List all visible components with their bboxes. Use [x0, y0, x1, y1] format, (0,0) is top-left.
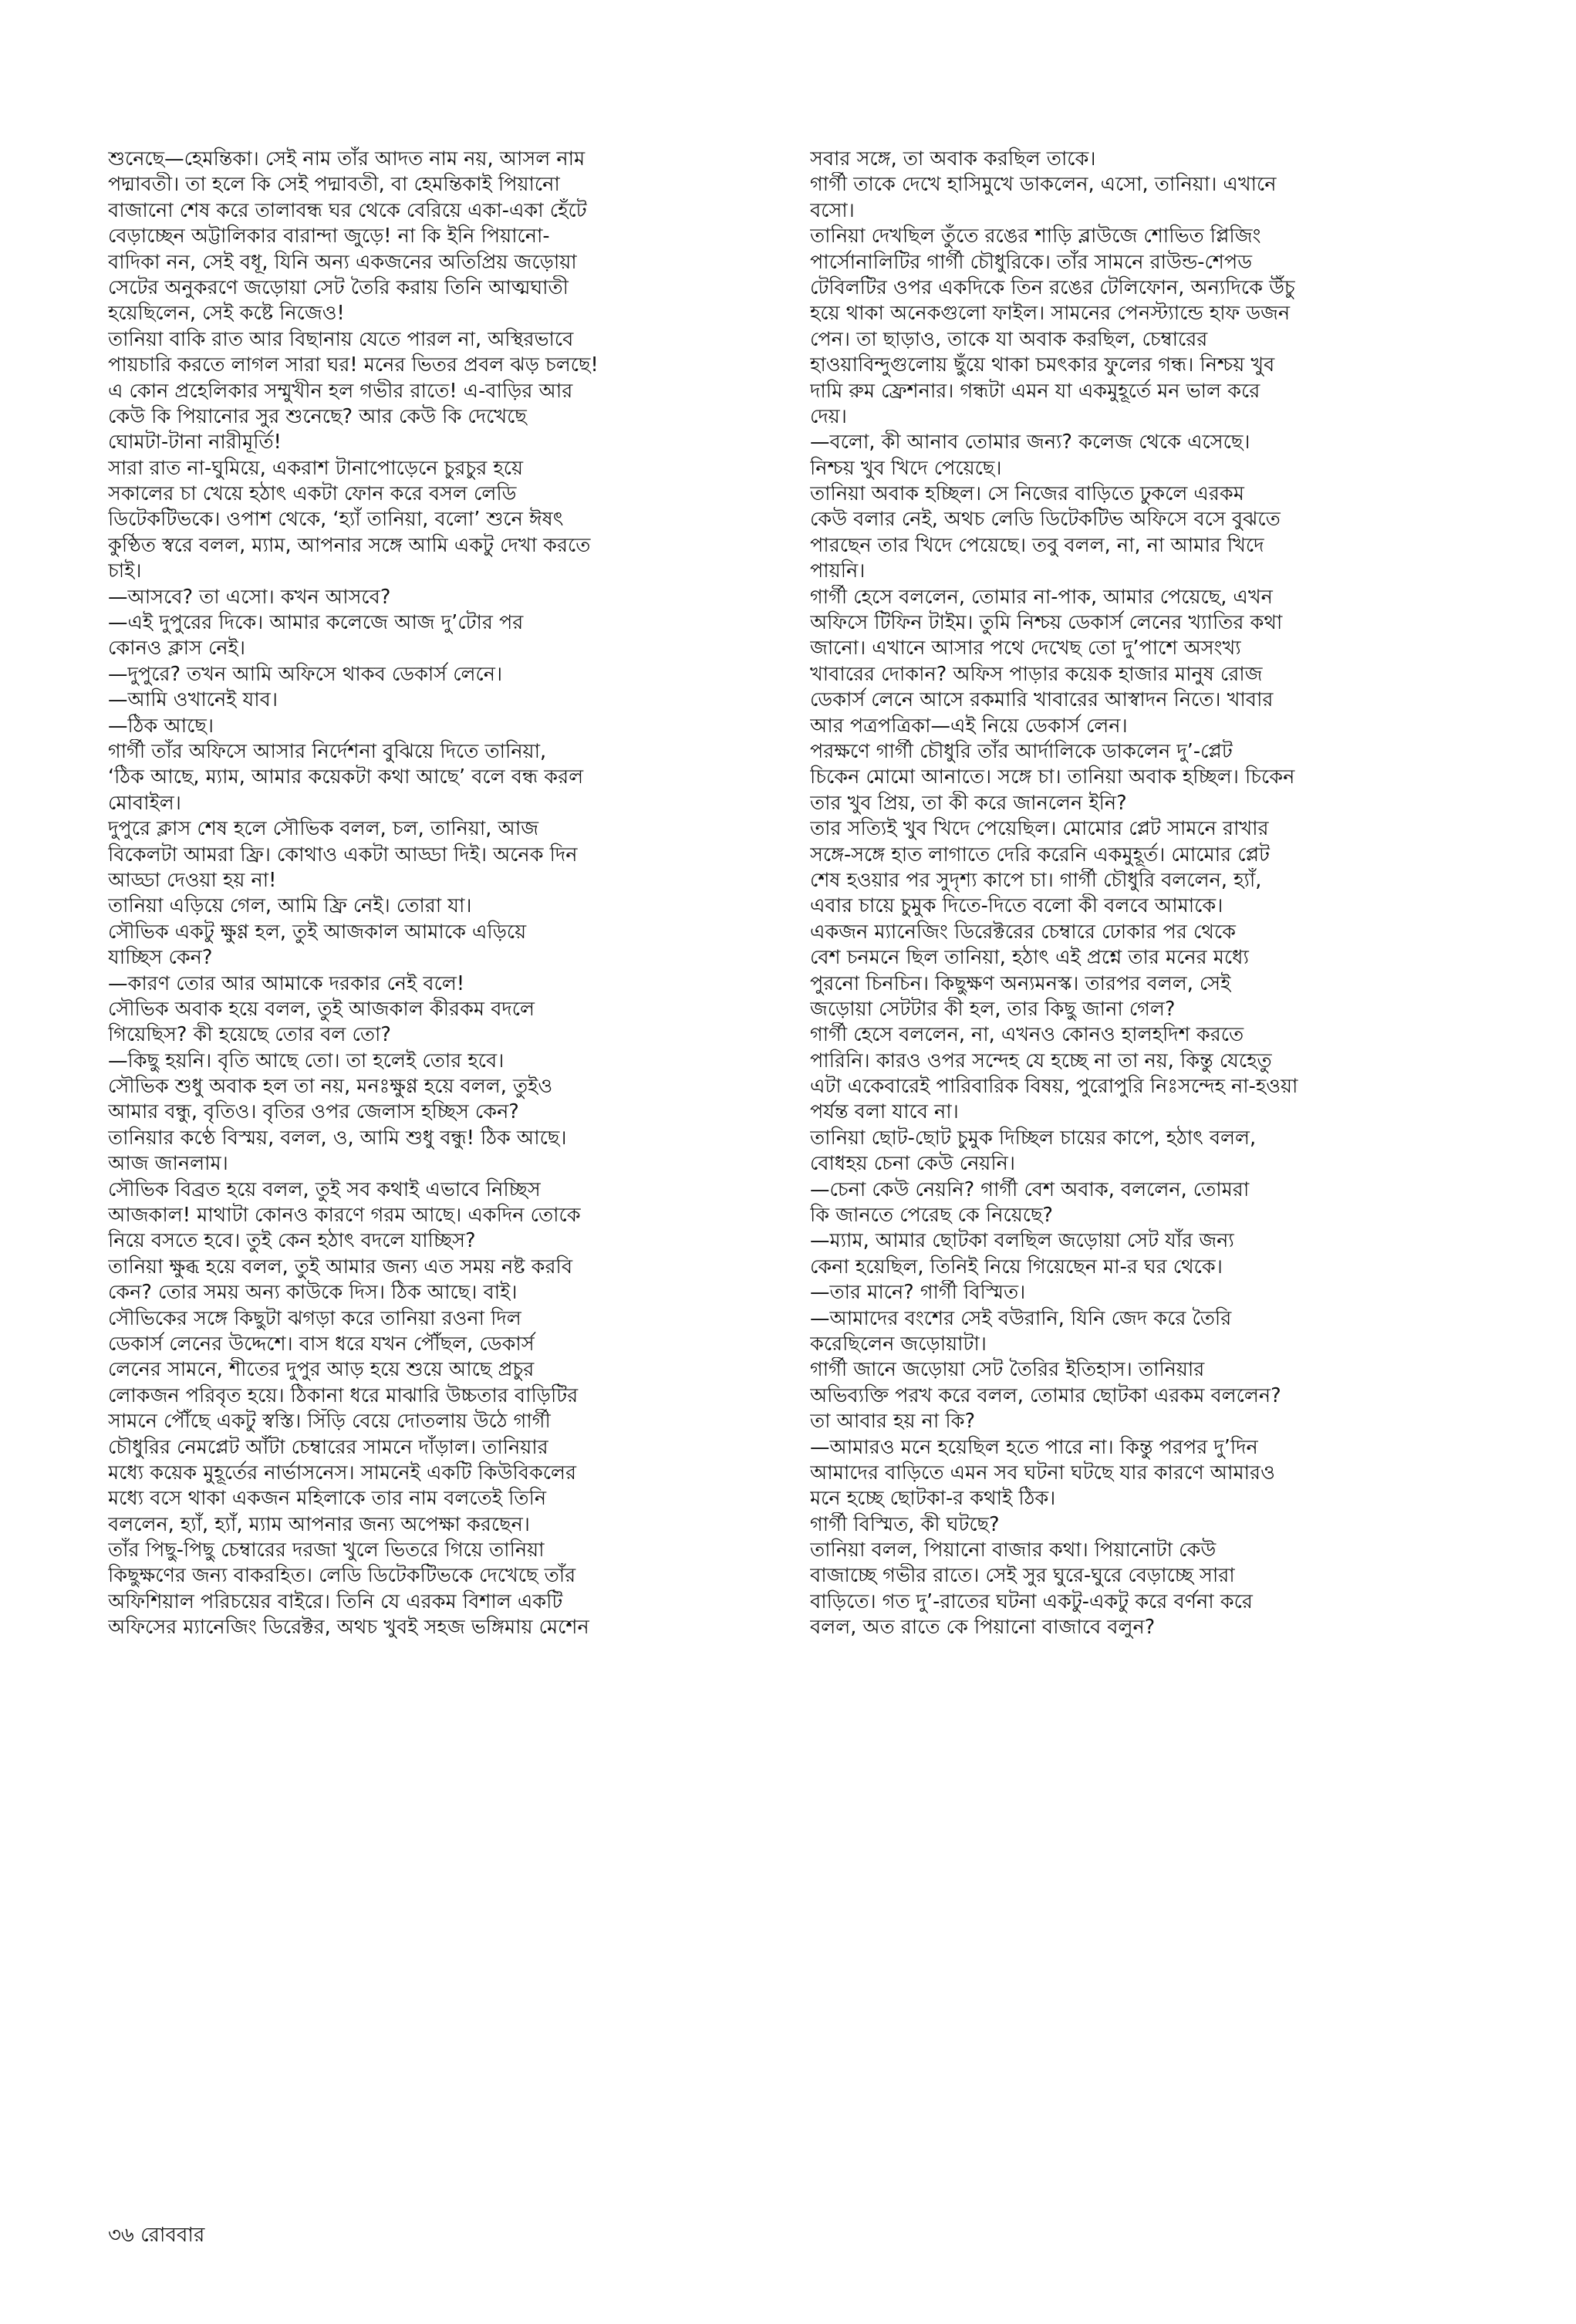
text-line: গিয়েছিস? কী হয়েছে তোর বল তো? [108, 1023, 391, 1047]
text-line: টেবিলটির ওপর একদিকে তিন রঙের টেলিফোন, অন্যদিকে উঁচু [810, 275, 1295, 299]
text-line: তাঁর পিছু-পিছু চেম্বারের দরজা খুলে ভিতরে গিয়ে তানিয়া [108, 1539, 545, 1562]
text-line: শেষ হওয়ার পর সুদৃশ্য কাপে চা। গার্গী চৌধুরি বললেন, হ্যাঁ, [810, 868, 1262, 892]
text-line: —কারণ তোর আর আমাকে দরকার নেই বলে! [108, 971, 465, 995]
text-line: মধ্যে কয়েক মুহূর্তের নার্ভাসনেস। সামনেই একটি কিউবিকলের [108, 1461, 577, 1485]
text-line: লেনের সামনে, শীতের দুপুর আড় হয়ে শুয়ে আছে প্রচুর [108, 1358, 535, 1382]
text-line: সঙ্গে-সঙ্গে হাত লাগাতে দেরি করেনি একমুহূর্ত। মোমোর প্লেট [810, 843, 1270, 866]
text-line: সৌভিক অবাক হয়ে বলল, তুই আজকাল কীরকম বদলে [108, 997, 535, 1021]
text-line: বোধহয় চেনা কেউ নেয়নি। [810, 1152, 1015, 1176]
text-line: —ম্যাম, আমার ছোটকা বলছিল জড়োয়া সেট যাঁর জন্য [810, 1229, 1234, 1253]
text-line: অফিশিয়াল পরিচয়ের বাইরে। তিনি যে এরকম বিশাল একটি [108, 1589, 563, 1613]
text-line: ঘোমটা-টানা নারীমূর্তি! [108, 431, 282, 454]
text-line: তা আবার হয় না কি? [810, 1410, 976, 1434]
text-line: কেনা হয়েছিল, তিনিই নিয়ে গিয়েছেন মা-র ঘর থেকে। [810, 1255, 1223, 1279]
text-line: জড়োয়া সেটটার কী হল, তার কিছু জানা গেল? [810, 997, 1176, 1021]
text-line: গার্গী জানে জড়োয়া সেট তৈরির ইতিহাস। তানিয়ার [810, 1358, 1205, 1382]
text-line: অফিসে টিফিন টাইম। তুমি নিশ্চয় ডেকার্স লেনের খ্যাতির কথা [810, 611, 1283, 635]
text-line: ডেকার্স লেনে আসে রকমারি খাবারের আস্বাদন নিতে। খাবার [810, 688, 1274, 712]
text-line: বেশ চনমনে ছিল তানিয়া, হঠাৎ এই প্রশ্নে তার মনের মধ্যে [810, 946, 1249, 970]
text-line: চৌধুরির নেমপ্লেট আঁটা চেম্বারের সামনে দাঁড়াল। তানিয়ার [108, 1435, 548, 1459]
left-text-column [108, 147, 802, 1641]
text-line: গার্গী হেসে বললেন, না, এখনও কোনও হালহদিশ করতে [810, 1023, 1244, 1047]
text-line: সামনে পৌঁছে একটু স্বস্তি। সিঁড়ি বেয়ে দোতলায় উঠে গার্গী [108, 1410, 551, 1434]
text-line: বাজানো শেষ করে তালাবন্ধ ঘর থেকে বেরিয়ে একা-একা হেঁটে [108, 198, 587, 222]
text-line: কেউ কি পিয়ানোর সুর শুনেছে? আর কেউ কি দেখেছে [108, 404, 527, 428]
text-line: পায়চারি করতে লাগল সারা ঘর! মনের ভিতর প্রবল ঝড় চলছে! [108, 353, 599, 377]
text-line: পার্সোনালিটির গার্গী চৌধুরিকে। তাঁর সামনে রাউন্ড-শেপড [810, 250, 1252, 274]
text-line: পর্যন্ত বলা যাবে না। [810, 1100, 959, 1124]
text-line: একজন ম্যানেজিং ডিরেক্টরের চেম্বারে ঢোকার পর থেকে [810, 920, 1236, 944]
text-line: বেড়াচ্ছেন অট্টালিকার বারান্দা জুড়ে! না কি ইনি পিয়ানো- [108, 225, 550, 248]
text-line: সৌভিক শুধু অবাক হল তা নয়, মনঃক্ষুণ্ণ হয়ে বলল, তুইও [108, 1075, 553, 1099]
text-line: হাওয়াবিন্দুগুলোয় ছুঁয়ে থাকা চমৎকার ফুলের গন্ধ। নিশ্চয় খুব [810, 353, 1275, 377]
text-line: এবার চায়ে চুমুক দিতে-দিতে বলো কী বলবে আমাকে। [810, 894, 1223, 918]
text-line: লোকজন পরিবৃত হয়ে। ঠিকানা ধরে মাঝারি উচ্চতার বাড়িটির [108, 1383, 579, 1407]
text-line: পায়নি। [810, 559, 866, 583]
text-line: সৌভিকের সঙ্গে কিছুটা ঝগড়া করে তানিয়া রওনা দিল [108, 1306, 521, 1330]
text-line: আর পত্রপত্রিকা—এই নিয়ে ডেকার্স লেন। [810, 714, 1128, 738]
text-line: গার্গী তাঁর অফিসে আসার নির্দেশনা বুঝিয়ে দিতে তানিয়া, [108, 739, 547, 763]
text-line: নিয়ে বসতে হবে। তুই কেন হঠাৎ বদলে যাচ্ছিস? [108, 1229, 476, 1253]
text-line: কোনও ক্লাস নেই। [108, 637, 245, 660]
text-line: তানিয়া বাকি রাত আর বিছানায় যেতে পারল না, অস্থিরভাবে [108, 327, 574, 351]
text-line: পারছেন তার খিদে পেয়েছে। তবু বলল, না, না আমার খিদে [810, 533, 1264, 557]
text-line: কেউ বলার নেই, অথচ লেডি ডিটেকটিভ অফিসে বসে বুঝতে [810, 508, 1281, 532]
text-line: ডিটেকটিভকে। ওপাশ থেকে, ‘হ্যাঁ তানিয়া, বলো’ শুনে ঈষৎ [108, 508, 564, 532]
text-line: আমার বন্ধু, বৃতিও। বৃতির ওপর জেলাস হচ্ছিস কেন? [108, 1100, 519, 1124]
text-line: সৌভিক বিব্রত হয়ে বলল, তুই সব কথাই এভাবে নিচ্ছিস [108, 1177, 541, 1201]
text-line: খাবারের দোকান? অফিস পাড়ার কয়েক হাজার মানুষ রোজ [810, 662, 1263, 686]
text-line: বাদিকা নন, সেই বধূ, যিনি অন্য একজনের অতিপ্রিয় জড়োয়া [108, 250, 577, 274]
text-line: গার্গী হেসে বললেন, তোমার না-পাক, আমার পেয়েছে, এখন [810, 585, 1273, 609]
text-line: জানো। এখানে আসার পথে দেখেছ তো দু’পাশে অসংখ্য [810, 637, 1241, 660]
text-line: —চেনা কেউ নেয়নি? গার্গী বেশ অবাক, বললেন, তোমরা [810, 1177, 1250, 1201]
text-line: যাচ্ছিস কেন? [108, 946, 213, 970]
text-line: তানিয়া এড়িয়ে গেল, আমি ফ্রি নেই। তোরা যা। [108, 894, 472, 918]
text-line: তানিয়া অবাক হচ্ছিল। সে নিজের বাড়িতে ঢুকলে এরকম [810, 482, 1244, 506]
text-line: অভিব্যক্তি পরখ করে বলল, তোমার ছোটকা এরকম বললেন? [810, 1383, 1281, 1407]
page-footer: ৩৬ রোববার [108, 2224, 205, 2247]
text-line: পারিনি। কারও ওপর সন্দেহ যে হচ্ছে না তা নয়, কিন্তু যেহেতু [810, 1049, 1272, 1072]
text-line: —এই দুপুরের দিকে। আমার কলেজে আজ দু’টোর পর [108, 611, 524, 635]
text-line: বলল, অত রাতে কে পিয়ানো বাজাবে বলুন? [810, 1616, 1156, 1640]
text-line: সৌভিক একটু ক্ষুণ্ণ হল, তুই আজকাল আমাকে এড়িয়ে [108, 920, 527, 944]
text-line: বললেন, হ্যাঁ, হ্যাঁ, ম্যাম আপনার জন্য অপেক্ষা করছেন। [108, 1512, 530, 1536]
text-line: তার খুব প্রিয়, তা কী করে জানলেন ইনি? [810, 791, 1127, 815]
text-line: —আমাদের বংশের সেই বউরানি, যিনি জেদ করে তৈরি [810, 1306, 1232, 1330]
text-line: কিছুক্ষণের জন্য বাকরহিত। লেডি ডিটেকটিভকে দেখেছে তাঁর [108, 1564, 576, 1588]
text-line: আমাদের বাড়িতে এমন সব ঘটনা ঘটছে যার কারণে আমারও [810, 1461, 1275, 1485]
text-line: দেয়। [810, 404, 847, 428]
text-line: আড্ডা দেওয়া হয় না! [108, 868, 277, 892]
text-line: আজকাল! মাথাটা কোনও কারণে গরম আছে। একদিন তোকে [108, 1204, 581, 1228]
text-line: এটা একেবারেই পারিবারিক বিষয়, পুরোপুরি নিঃসন্দেহ না-হওয়া [810, 1075, 1298, 1099]
text-line: —আমারও মনে হয়েছিল হতে পারে না। কিন্তু পরপর দু’দিন [810, 1435, 1258, 1459]
text-line: বিকেলটা আমরা ফ্রি। কোথাও একটা আড্ডা দিই। অনেক দিন [108, 843, 578, 866]
text-line: কুণ্ঠিত স্বরে বলল, ম্যাম, আপনার সঙ্গে আমি একটু দেখা করতে [108, 533, 591, 557]
text-line: —দুপুরে? তখন আমি অফিসে থাকব ডেকার্স লেনে। [108, 662, 503, 686]
text-line: —কিছু হয়নি। বৃতি আছে তো। তা হলেই তোর হবে। [108, 1049, 505, 1072]
text-line: বাড়িতে। গত দু’-রাতের ঘটনা একটু-একটু করে বর্ণনা করে [810, 1589, 1253, 1613]
text-line: দামি রুম ফ্রেশনার। গন্ধটা এমন যা একমুহূর্তে মন ভাল করে [810, 379, 1260, 403]
text-line: মোবাইল। [108, 791, 181, 815]
text-line: হয়ে থাকা অনেকগুলো ফাইল। সামনের পেনস্ট্যান্ডে হাফ ডজন [810, 302, 1291, 326]
text-line: —ঠিক আছে। [108, 714, 214, 738]
text-line: তানিয়া ক্ষুব্ধ হয়ে বলল, তুই আমার জন্য এত সময় নষ্ট করবি [108, 1255, 573, 1279]
text-line: —আসবে? তা এসো। কখন আসবে? [108, 585, 391, 609]
text-line: সবার সঙ্গে, তা অবাক করছিল তাকে। [810, 147, 1096, 171]
text-line: তার সত্যিই খুব খিদে পেয়েছিল। মোমোর প্লেট সামনে রাখার [810, 817, 1269, 841]
text-line: পেন। তা ছাড়াও, তাকে যা অবাক করছিল, চেম্বারের [810, 327, 1208, 351]
text-line: নিশ্চয় খুব খিদে পেয়েছে। [810, 456, 1002, 480]
text-line: অফিসের ম্যানেজিং ডিরেক্টর, অথচ খুবই সহজ ভঙ্গিমায় মেশেন [108, 1616, 589, 1640]
text-line: মনে হচ্ছে ছোটকা-র কথাই ঠিক। [810, 1487, 1056, 1511]
text-line: মধ্যে বসে থাকা একজন মহিলাকে তার নাম বলতেই তিনি [108, 1487, 547, 1511]
text-line: বসো। [810, 198, 855, 222]
text-line: পুরনো চিনচিন। কিছুক্ষণ অন্যমনস্ক। তারপর বলল, সেই [810, 971, 1231, 995]
text-line: চিকেন মোমো আনাতে। সঙ্গে চা। তানিয়া অবাক হচ্ছিল। চিকেন [810, 765, 1295, 789]
text-line: সকালের চা খেয়ে হঠাৎ একটা ফোন করে বসল লেডি [108, 482, 517, 506]
text-line: গার্গী তাকে দেখে হাসিমুখে ডাকলেন, এসো, তানিয়া। এখানে [810, 173, 1277, 197]
text-line: দুপুরে ক্লাস শেষ হলে সৌভিক বলল, চল, তানিয়া, আজ [108, 817, 539, 841]
text-line: কি জানতে পেরেছ কে নিয়েছে? [810, 1204, 1053, 1228]
text-line: —তার মানে? গার্গী বিস্মিত। [810, 1281, 1026, 1305]
text-line: এ কোন প্রহেলিকার সম্মুখীন হল গভীর রাতে! এ-বাড়ির আর [108, 379, 573, 403]
text-line: শুনেছে—হেমন্তিকা। সেই নাম তাঁর আদত নাম নয়, আসল নাম [108, 147, 586, 171]
text-line: —বলো, কী আনাব তোমার জন্য? কলেজ থেকে এসেছে। [810, 431, 1250, 454]
text-line: তানিয়ার কণ্ঠে বিস্ময়, বলল, ও, আমি শুধু বন্ধু! ঠিক আছে। [108, 1126, 567, 1150]
text-line: তানিয়া দেখছিল তুঁতে রঙের শাড়ি ব্লাউজে শোভিত প্লিজিং [810, 225, 1261, 248]
text-line: আজ জানলাম। [108, 1152, 228, 1176]
text-line: পরক্ষণে গার্গী চৌধুরি তাঁর আর্দালিকে ডাকলেন দু’-প্লেট [810, 739, 1233, 763]
text-line: সেটের অনুকরণে জড়োয়া সেট তৈরি করায় তিনি আত্মঘাতী [108, 275, 569, 299]
text-line: —আমি ওখানেই যাব। [108, 688, 278, 712]
text-line: পদ্মাবতী। তা হলে কি সেই পদ্মাবতী, বা হেমন্তিকাই পিয়ানো [108, 173, 560, 197]
text-line: বাজাচ্ছে গভীর রাতে। সেই সুর ঘুরে-ঘুরে বেড়াচ্ছে সারা [810, 1564, 1235, 1588]
text-line: তানিয়া ছোট-ছোট চুমুক দিচ্ছিল চায়ের কাপে, হঠাৎ বলল, [810, 1126, 1257, 1150]
text-line: সারা রাত না-ঘুমিয়ে, একরাশ টানাপোড়েনে চুরচুর হয়ে [108, 456, 524, 480]
right-text-column [810, 147, 1504, 1641]
text-line: চাই। [108, 559, 142, 583]
text-line: কেন? তোর সময় অন্য কাউকে দিস। ঠিক আছে। বাই। [108, 1281, 518, 1305]
text-line: ডেকার্স লেনের উদ্দেশে। বাস ধরে যখন পৌঁছল, ডেকার্স [108, 1332, 535, 1356]
text-line: করেছিলেন জড়োয়াটা। [810, 1332, 987, 1356]
text-line: গার্গী বিস্মিত, কী ঘটছে? [810, 1512, 1000, 1536]
text-line: হয়েছিলেন, সেই কষ্টে নিজেও! [108, 302, 345, 326]
text-line: ‘ঠিক আছে, ম্যাম, আমার কয়েকটা কথা আছে’ বলে বন্ধ করল [108, 765, 584, 789]
text-line: তানিয়া বলল, পিয়ানো বাজার কথা। পিয়ানোটা কেউ [810, 1539, 1217, 1562]
